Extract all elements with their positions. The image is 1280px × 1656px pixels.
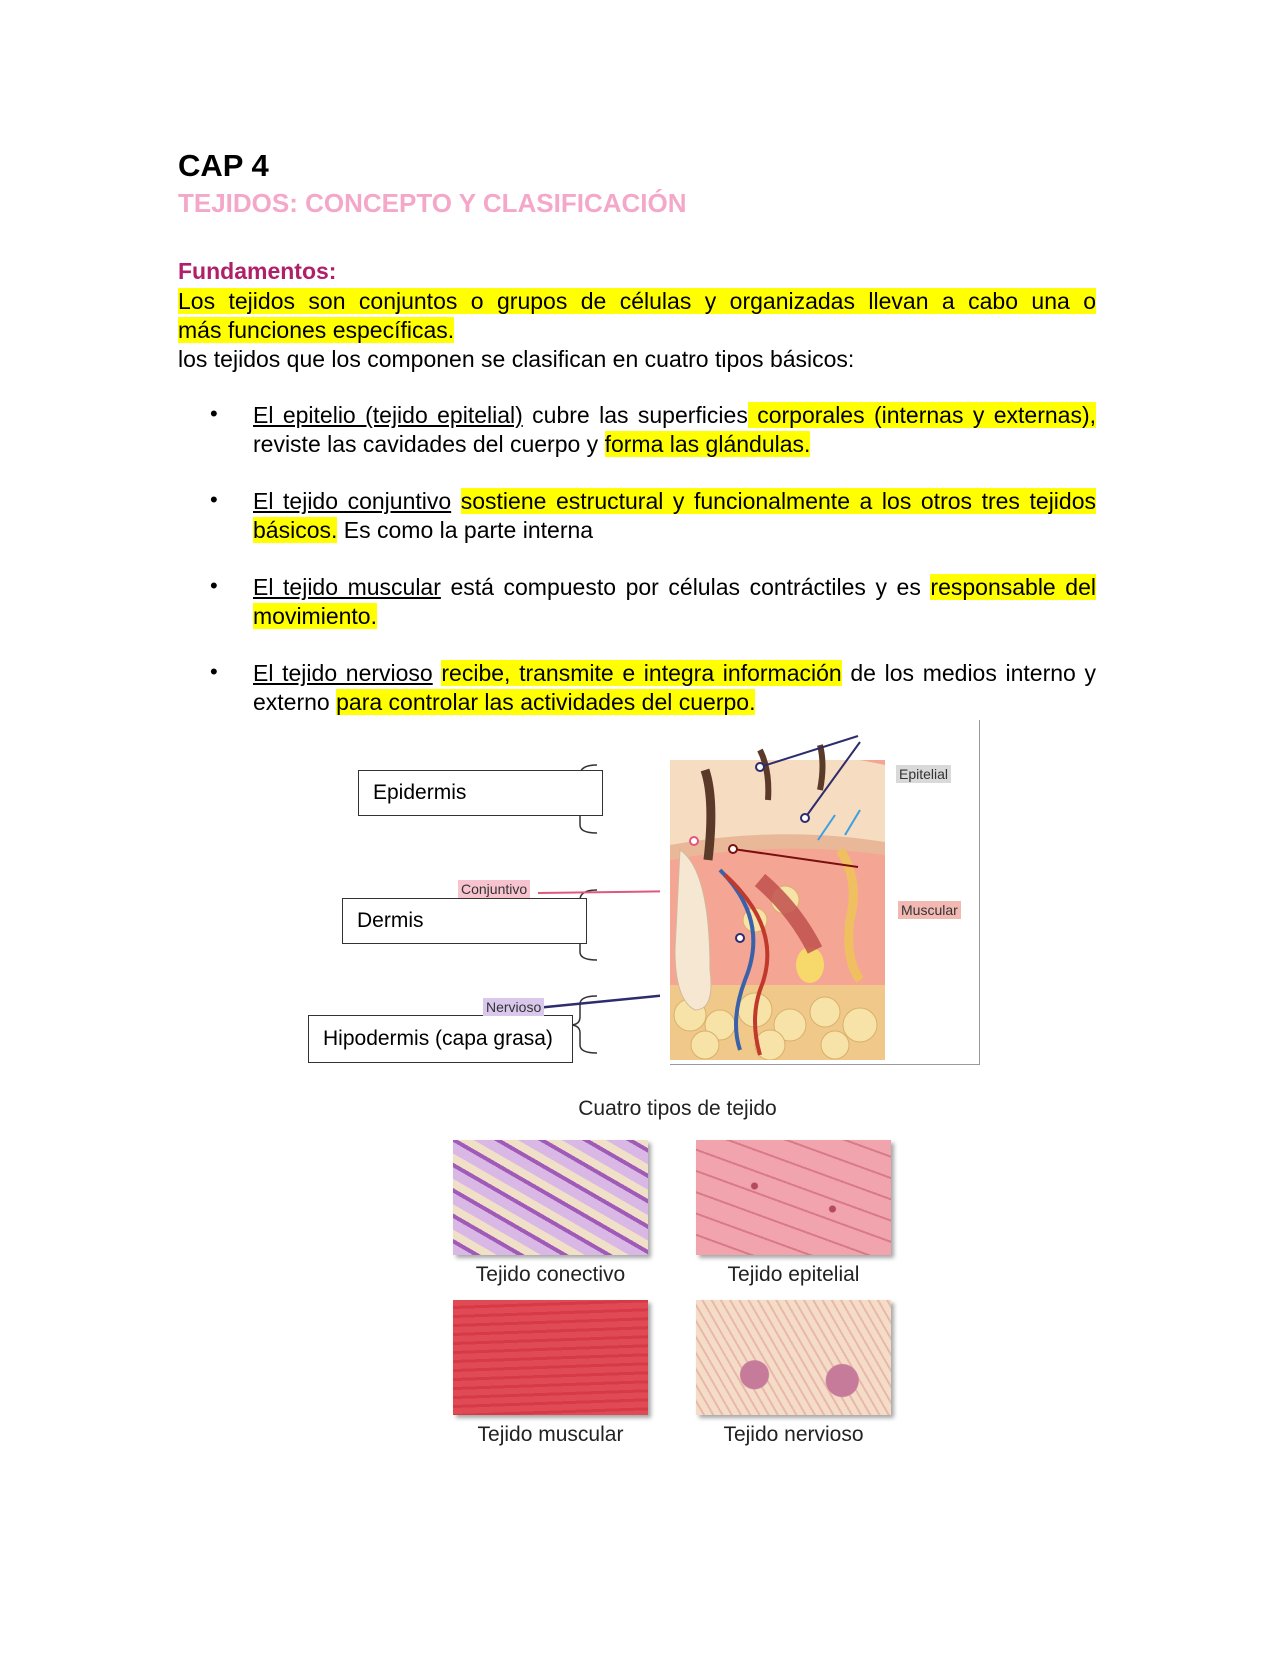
tag-nervioso: Nervioso — [483, 998, 544, 1016]
tag-epitelial: Epitelial — [896, 765, 951, 783]
section-label: Fundamentos: — [178, 258, 337, 284]
tissue-figure-title: Cuatro tipos de tejido — [578, 1097, 777, 1120]
intro-line-2: más funciones específicas. — [178, 317, 455, 343]
tissue-image-nervioso — [696, 1300, 891, 1415]
bullet-muscular: El tejido muscular está compuesto por células contráctiles y es responsable del movimiento. — [253, 574, 1096, 629]
bullet-conjuntivo: El tejido conjuntivo sostiene estructural y funcionalmente a los otros tres tejidos básicos. Es como la parte interna — [253, 488, 1096, 543]
chapter-subtitle: TEJIDOS: CONCEPTO Y CLASIFICACIÓN — [178, 188, 687, 218]
caption-conectivo: Tejido conectivo — [475, 1263, 626, 1286]
bullet-nervioso: El tejido nervioso recibe, transmite e integra información de los medios interno y externo para controlar las actividades del cuerpo. — [253, 660, 1097, 715]
intro-line-3: los tejidos que los componen se clasifican en cuatro tipos básicos: — [178, 346, 855, 372]
caption-muscular: Tejido muscular — [477, 1423, 624, 1446]
tag-muscular: Muscular — [898, 901, 961, 919]
bullet-dot: • — [210, 659, 218, 684]
chapter-heading: CAP 4 — [178, 148, 269, 183]
intro-line-1: Los tejidos son conjuntos o grupos de células y organizadas llevan a cabo una o — [178, 288, 1096, 314]
label-hipodermis: Hipodermis (capa grasa) — [308, 1015, 573, 1063]
tag-conjuntivo: Conjuntivo — [458, 880, 530, 898]
bullet-dot: • — [210, 573, 218, 598]
bullet-dot: • — [210, 487, 218, 512]
tissue-image-epitelial — [696, 1140, 891, 1255]
bullet-dot: • — [210, 401, 218, 426]
tissue-image-muscular — [453, 1300, 648, 1415]
bullet-epitelio: El epitelio (tejido epitelial) cubre las superficies corporales (internas y externas), reviste las cavidades del cuerpo y forma las glándulas. — [253, 402, 1096, 457]
tissue-image-conectivo — [453, 1140, 648, 1255]
caption-epitelial: Tejido epitelial — [727, 1263, 860, 1286]
label-epidermis: Epidermis — [358, 770, 603, 816]
caption-nervioso: Tejido nervioso — [723, 1423, 864, 1446]
label-dermis: Dermis — [342, 898, 587, 944]
